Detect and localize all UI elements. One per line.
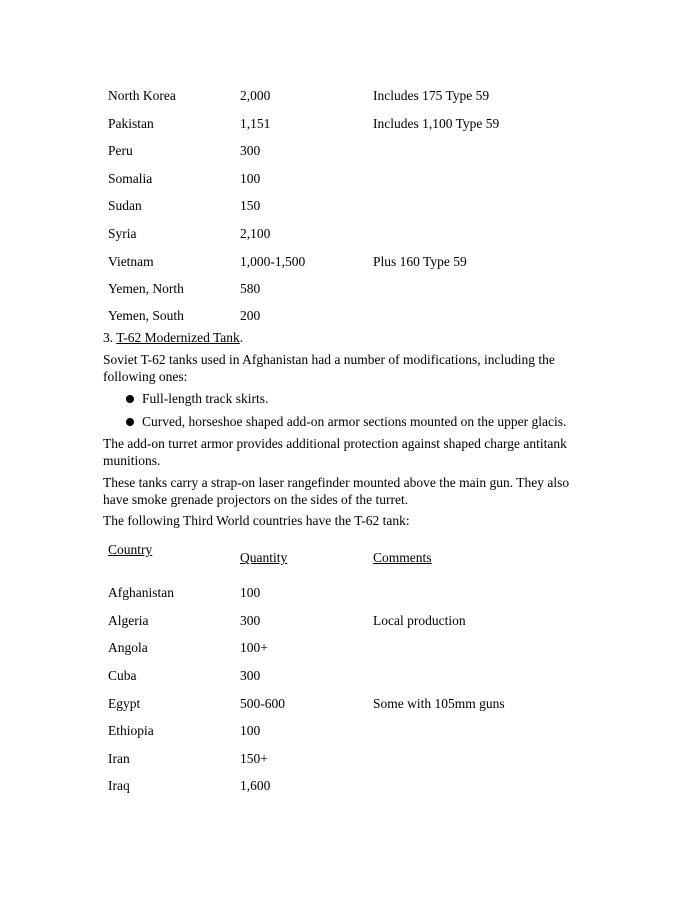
country-cell: Yemen, South	[108, 308, 184, 323]
comments-cell: Some with 105mm guns	[373, 696, 505, 711]
intro-paragraph: Soviet T-62 tanks used in Afghanistan had a number of modifications, including the following ones:	[103, 352, 555, 384]
section-number: 3.	[103, 330, 114, 345]
quantity-cell: 150+	[240, 751, 268, 766]
country-cell: Ethiopia	[108, 723, 154, 738]
quantity-cell: 580	[240, 281, 261, 296]
header-quantity: Quantity	[240, 550, 288, 565]
comments-cell: Includes 175 Type 59	[373, 88, 490, 103]
quantity-cell: 100	[240, 171, 261, 186]
quantity-cell: 1,600	[240, 778, 271, 793]
bullet-dot-icon	[126, 395, 134, 403]
bullet-text: Full-length track skirts.	[142, 391, 269, 406]
section-title-period: .	[239, 330, 244, 345]
quantity-cell: 100	[240, 723, 261, 738]
quantity-cell: 300	[240, 143, 261, 158]
quantity-cell: 1,151	[240, 116, 271, 131]
quantity-cell: 100	[240, 585, 261, 600]
country-cell: Cuba	[108, 668, 137, 683]
countries-intro-paragraph: The following Third World countries have the T-62 tank:	[103, 513, 410, 528]
country-cell: Vietnam	[108, 254, 154, 269]
comments-cell: Plus 160 Type 59	[373, 254, 467, 269]
header-country: Country	[108, 542, 153, 557]
header-comments: Comments	[373, 550, 432, 565]
country-cell: North Korea	[108, 88, 176, 103]
country-cell: Peru	[108, 143, 133, 158]
country-cell: Algeria	[108, 613, 149, 628]
comments-cell: Includes 1,100 Type 59	[373, 116, 500, 131]
armor-paragraph: The add-on turret armor provides additional protection against shaped charge antitank munitions.	[103, 436, 567, 468]
country-cell: Egypt	[108, 696, 141, 711]
bullet-text: Curved, horseshoe shaped add-on armor sections mounted on the upper glacis.	[142, 414, 567, 429]
country-cell: Yemen, North	[108, 281, 184, 296]
country-cell: Sudan	[108, 198, 142, 213]
country-cell: Pakistan	[108, 116, 154, 131]
bullet-dot-icon	[126, 418, 134, 426]
quantity-cell: 500-600	[240, 696, 285, 711]
quantity-cell: 2,100	[240, 226, 271, 241]
quantity-cell: 150	[240, 198, 261, 213]
quantity-cell: 300	[240, 613, 261, 628]
country-cell: Angola	[108, 640, 148, 655]
quantity-cell: 300	[240, 668, 261, 683]
country-cell: Somalia	[108, 171, 153, 186]
section-title: T-62 Modernized Tank	[116, 330, 240, 345]
quantity-cell: 100+	[240, 640, 268, 655]
comments-cell: Local production	[373, 613, 466, 628]
country-cell: Afghanistan	[108, 585, 174, 600]
section-heading	[103, 329, 243, 347]
rangefinder-paragraph: These tanks carry a strap-on laser rangefinder mounted above the main gun. They also have smoke grenade projectors on the sides of the turret.	[103, 475, 570, 507]
country-cell: Iran	[108, 751, 130, 766]
quantity-cell: 2,000	[240, 88, 271, 103]
quantity-cell: 200	[240, 308, 261, 323]
quantity-cell: 1,000-1,500	[240, 254, 306, 269]
country-cell: Syria	[108, 226, 137, 241]
country-cell: Iraq	[108, 778, 130, 793]
